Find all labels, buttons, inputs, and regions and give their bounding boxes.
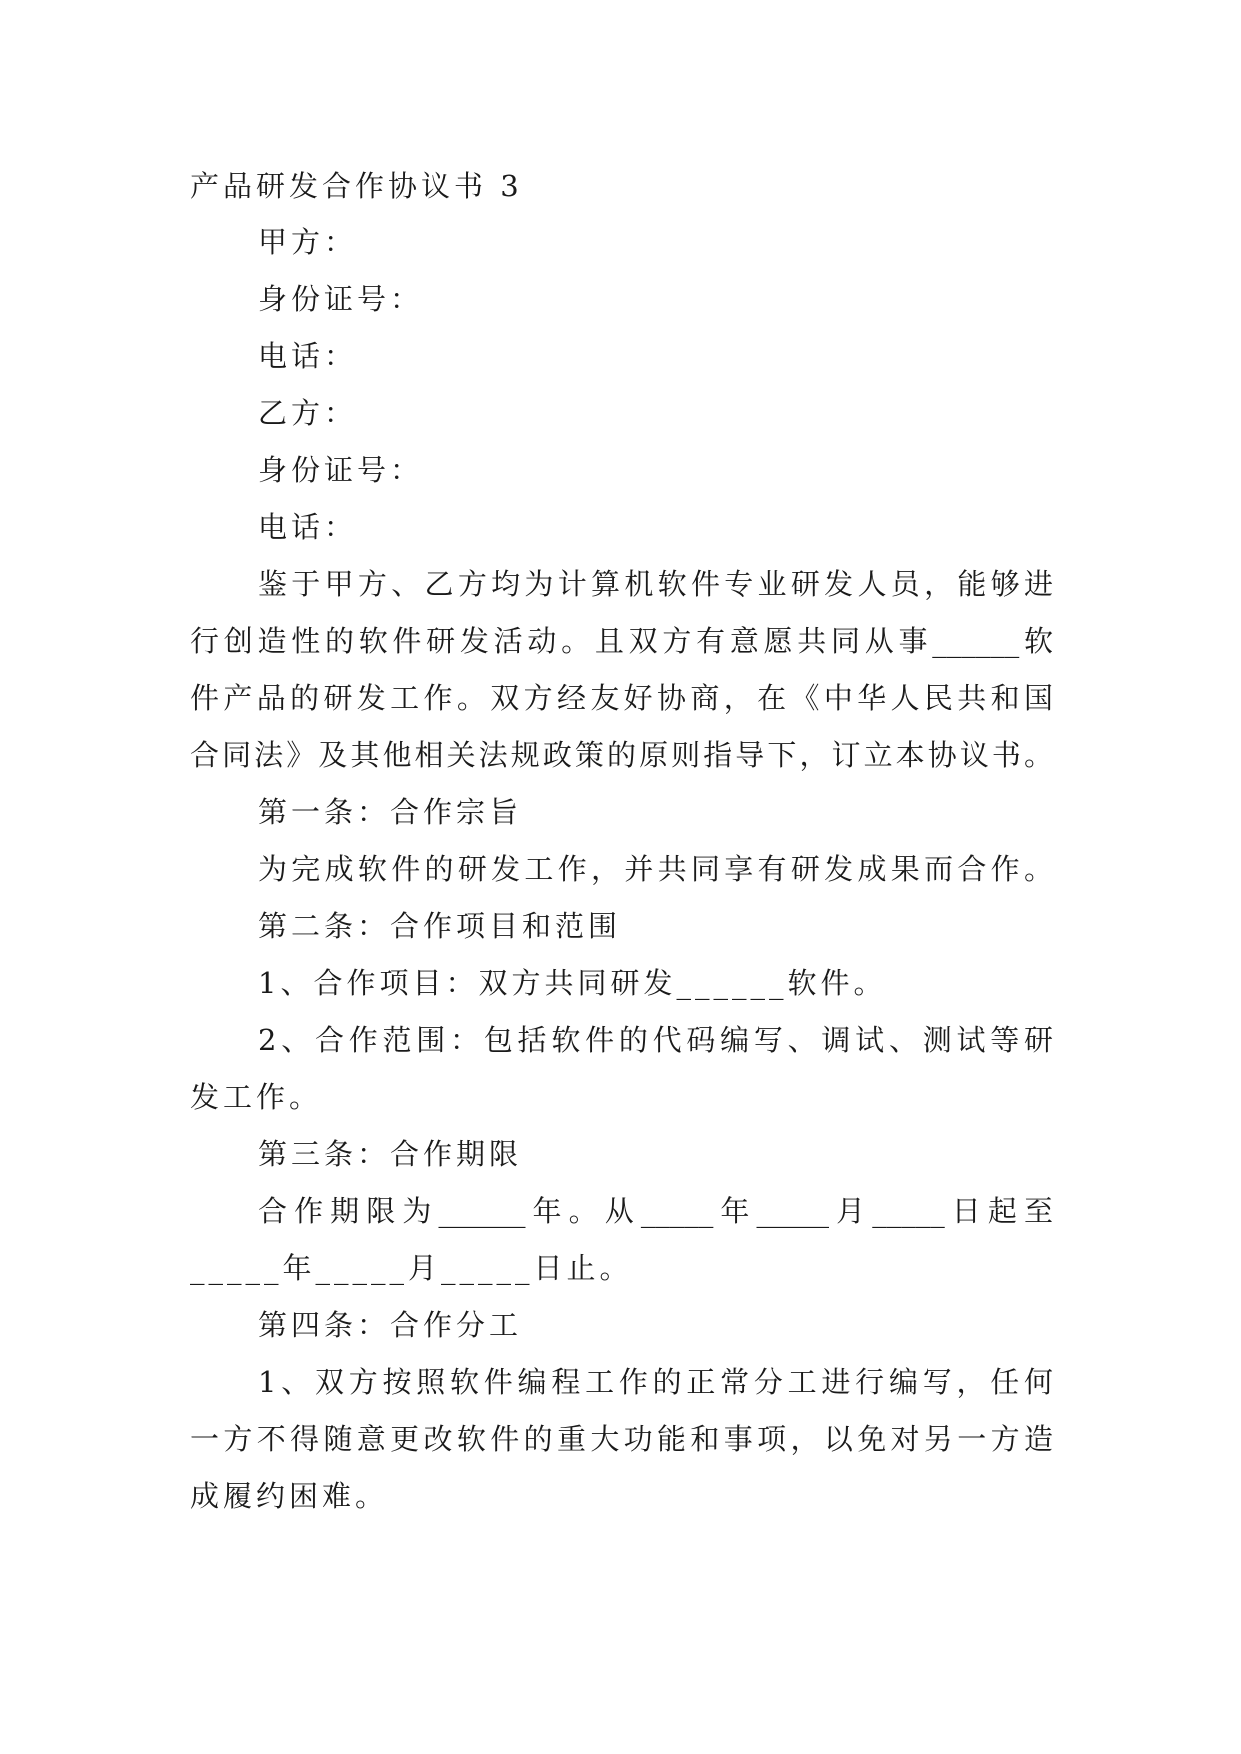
party-a-phone-label: 电话： bbox=[258, 339, 358, 373]
party-b-label: 乙方： bbox=[258, 396, 358, 430]
article-1-body: 为完成软件的研发工作，并共同享有研发成果而合作。 bbox=[258, 852, 1053, 886]
party-a-id-label: 身份证号： bbox=[258, 282, 424, 316]
party-b-phone-label: 电话： bbox=[258, 510, 358, 544]
party-a-label: 甲方： bbox=[258, 225, 358, 259]
article-3-body: 合作期限为______年。从_____年_____月_____日起至 bbox=[258, 1194, 1053, 1228]
article-2-heading: 第二条：合作项目和范围 bbox=[258, 909, 622, 943]
article-3-heading: 第三条：合作期限 bbox=[258, 1137, 523, 1171]
document-title: 产品研发合作协议书 3 bbox=[190, 169, 523, 203]
article-4-item-1: 1、双方按照软件编程工作的正常分工进行编写，任何 bbox=[258, 1365, 1053, 1399]
article-4-heading: 第四条：合作分工 bbox=[258, 1308, 523, 1342]
preamble-line: 鉴于甲方、乙方均为计算机软件专业研发人员，能够进 bbox=[258, 567, 1053, 601]
preamble-line: 行创造性的软件研发活动。且双方有意愿共同从事______软 bbox=[190, 624, 1053, 658]
article-4-item-1-cont: 一方不得随意更改软件的重大功能和事项，以免对另一方造 bbox=[190, 1422, 1053, 1456]
party-b-id-label: 身份证号： bbox=[258, 453, 424, 487]
article-1-heading: 第一条：合作宗旨 bbox=[258, 795, 523, 829]
article-2-item-1: 1、合作项目：双方共同研发______软件。 bbox=[258, 966, 887, 1000]
article-2-item-2: 2、合作范围：包括软件的代码编写、调试、测试等研 bbox=[258, 1023, 1053, 1057]
article-3-body-cont: _____年_____月_____日止。 bbox=[190, 1251, 633, 1285]
article-2-item-2-cont: 发工作。 bbox=[190, 1080, 323, 1114]
preamble-line: 件产品的研发工作。双方经友好协商，在《中华人民共和国 bbox=[190, 681, 1053, 715]
preamble-line: 合同法》及其他相关法规政策的原则指导下，订立本协议书。 bbox=[190, 738, 1053, 772]
article-4-item-1-cont: 成履约困难。 bbox=[190, 1479, 389, 1513]
